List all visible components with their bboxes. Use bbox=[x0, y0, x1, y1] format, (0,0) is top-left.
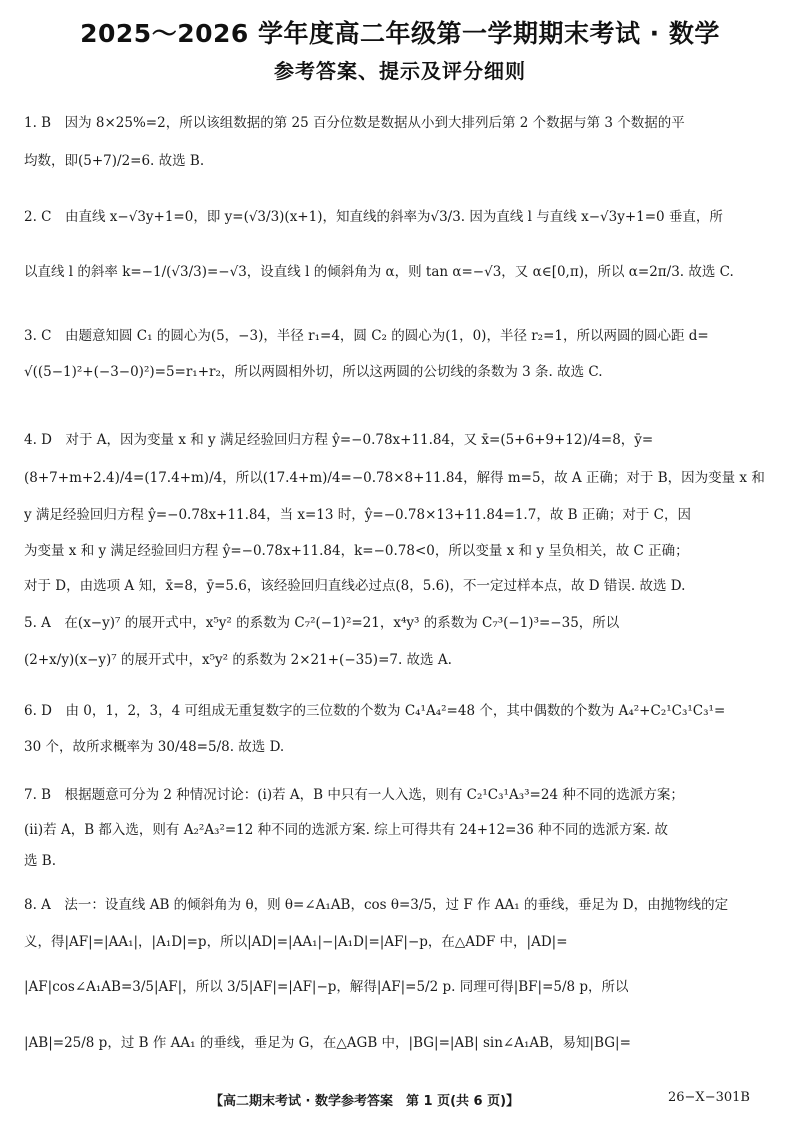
answer-line: |AF|cos∠A₁AB=3/5|AF|，所以 3/5|AF|=|AF|−p，解得|AF|=5/2 p. 同理可得|BF|=5/8 p，所以 bbox=[24, 979, 629, 995]
footer-code: 26−X−301B bbox=[668, 1090, 750, 1105]
answer-line: 以直线 l 的斜率 k=−1/(√3/3)=−√3，设直线 l 的倾斜角为 α，则 tan α=−√3，又 α∈[0,π)，所以 α=2π/3. 故选 C. bbox=[24, 264, 734, 280]
page-title: 2025～2026 学年度高二年级第一学期期末考试 · 数学 bbox=[80, 19, 720, 48]
answer-line: 选 B. bbox=[24, 853, 57, 869]
answer-line: 6. D 由 0，1，2，3，4 可组成无重复数字的三位数的个数为 C₄¹A₄²=48 个，其中偶数的个数为 A₄²+C₂¹C₃¹C₃¹= bbox=[24, 703, 726, 719]
answer-line: 7. B 根据题意可分为 2 种情况讨论：(ⅰ)若 A，B 中只有一人入选，则有 C₂¹C₃¹A₃³=24 种不同的选派方案； bbox=[24, 787, 684, 803]
answer-line: 1. B 因为 8×25%=2，所以该组数据的第 25 百分位数是数据从小到大排列后第 2 个数据与第 3 个数据的平 bbox=[24, 115, 685, 131]
answer-line: 5. A 在(x−y)⁷ 的展开式中，x⁵y² 的系数为 C₇²(−1)²=21，x⁴y³ 的系数为 C₇³(−1)³=−35，所以 bbox=[24, 615, 620, 631]
answer-line: 4. D 对于 A，因为变量 x 和 y 满足经验回归方程 ŷ=−0.78x+11.84，又 x̄=(5+6+9+12)/4=8，ȳ= bbox=[24, 432, 654, 448]
answer-line: |AB|=25/8 p，过 B 作 AA₁ 的垂线，垂足为 G，在△AGB 中，|BG|=|AB| sin∠A₁AB，易知|BG|= bbox=[24, 1035, 631, 1051]
answer-line: (8+7+m+2.4)/4=(17.4+m)/4，所以(17.4+m)/4=−0.78×8+11.84，解得 m=5，故 A 正确；对于 B，因为变量 x 和 bbox=[24, 470, 765, 486]
page-subtitle: 参考答案、提示及评分细则 bbox=[274, 59, 526, 83]
page-footer bbox=[0, 1090, 800, 1110]
answer-line: 义，得|AF|=|AA₁|，|A₁D|=p，所以|AD|=|AA₁|−|A₁D|=|AF|−p，在△ADF 中，|AD|= bbox=[24, 934, 568, 950]
answer-line: 30 个，故所求概率为 30/48=5/8. 故选 D. bbox=[24, 739, 285, 755]
answer-line: 对于 D，由选项 A 知，x̄=8，ȳ=5.6，该经验回归直线必过点(8，5.6)，不一定过样本点，故 D 错误. 故选 D. bbox=[24, 578, 686, 594]
answer-line: (ⅱ)若 A，B 都入选，则有 A₂²A₃²=12 种不同的选派方案. 综上可得共有 24+12=36 种不同的选派方案. 故 bbox=[24, 822, 669, 838]
answer-line: y 满足经验回归方程 ŷ=−0.78x+11.84，当 x=13 时，ŷ=−0.78×13+11.84=1.7，故 B 正确；对于 C，因 bbox=[24, 507, 691, 523]
answer-line: 3. C 由题意知圆 C₁ 的圆心为(5，−3)，半径 r₁=4，圆 C₂ 的圆心为(1，0)，半径 r₂=1，所以两圆的圆心距 d= bbox=[24, 328, 709, 344]
answer-line: 为变量 x 和 y 满足经验回归方程 ŷ=−0.78x+11.84，k=−0.78<0，所以变量 x 和 y 呈负相关，故 C 正确； bbox=[24, 543, 689, 559]
answer-line: √((5−1)²+(−3−0)²)=5=r₁+r₂，所以两圆相外切，所以这两圆的公切线的条数为 3 条. 故选 C. bbox=[24, 364, 603, 380]
footer-page-info: 【高二期末考试 · 数学参考答案 第 1 页(共 6 页)】 bbox=[210, 1094, 520, 1109]
answer-line: 8. A 法一：设直线 AB 的倾斜角为 θ，则 θ=∠A₁AB，cos θ=3/5，过 F 作 AA₁ 的垂线，垂足为 D，由抛物线的定 bbox=[24, 897, 729, 913]
answer-line: 2. C 由直线 x−√3y+1=0，即 y=(√3/3)(x+1)，知直线的斜率为√3/3. 因为直线 l 与直线 x−√3y+1=0 垂直，所 bbox=[24, 209, 723, 225]
answer-line: (2+x/y)(x−y)⁷ 的展开式中，x⁵y² 的系数为 2×21+(−35)=7. 故选 A. bbox=[24, 652, 452, 668]
answer-line: 均数，即(5+7)/2=6. 故选 B. bbox=[24, 153, 205, 169]
